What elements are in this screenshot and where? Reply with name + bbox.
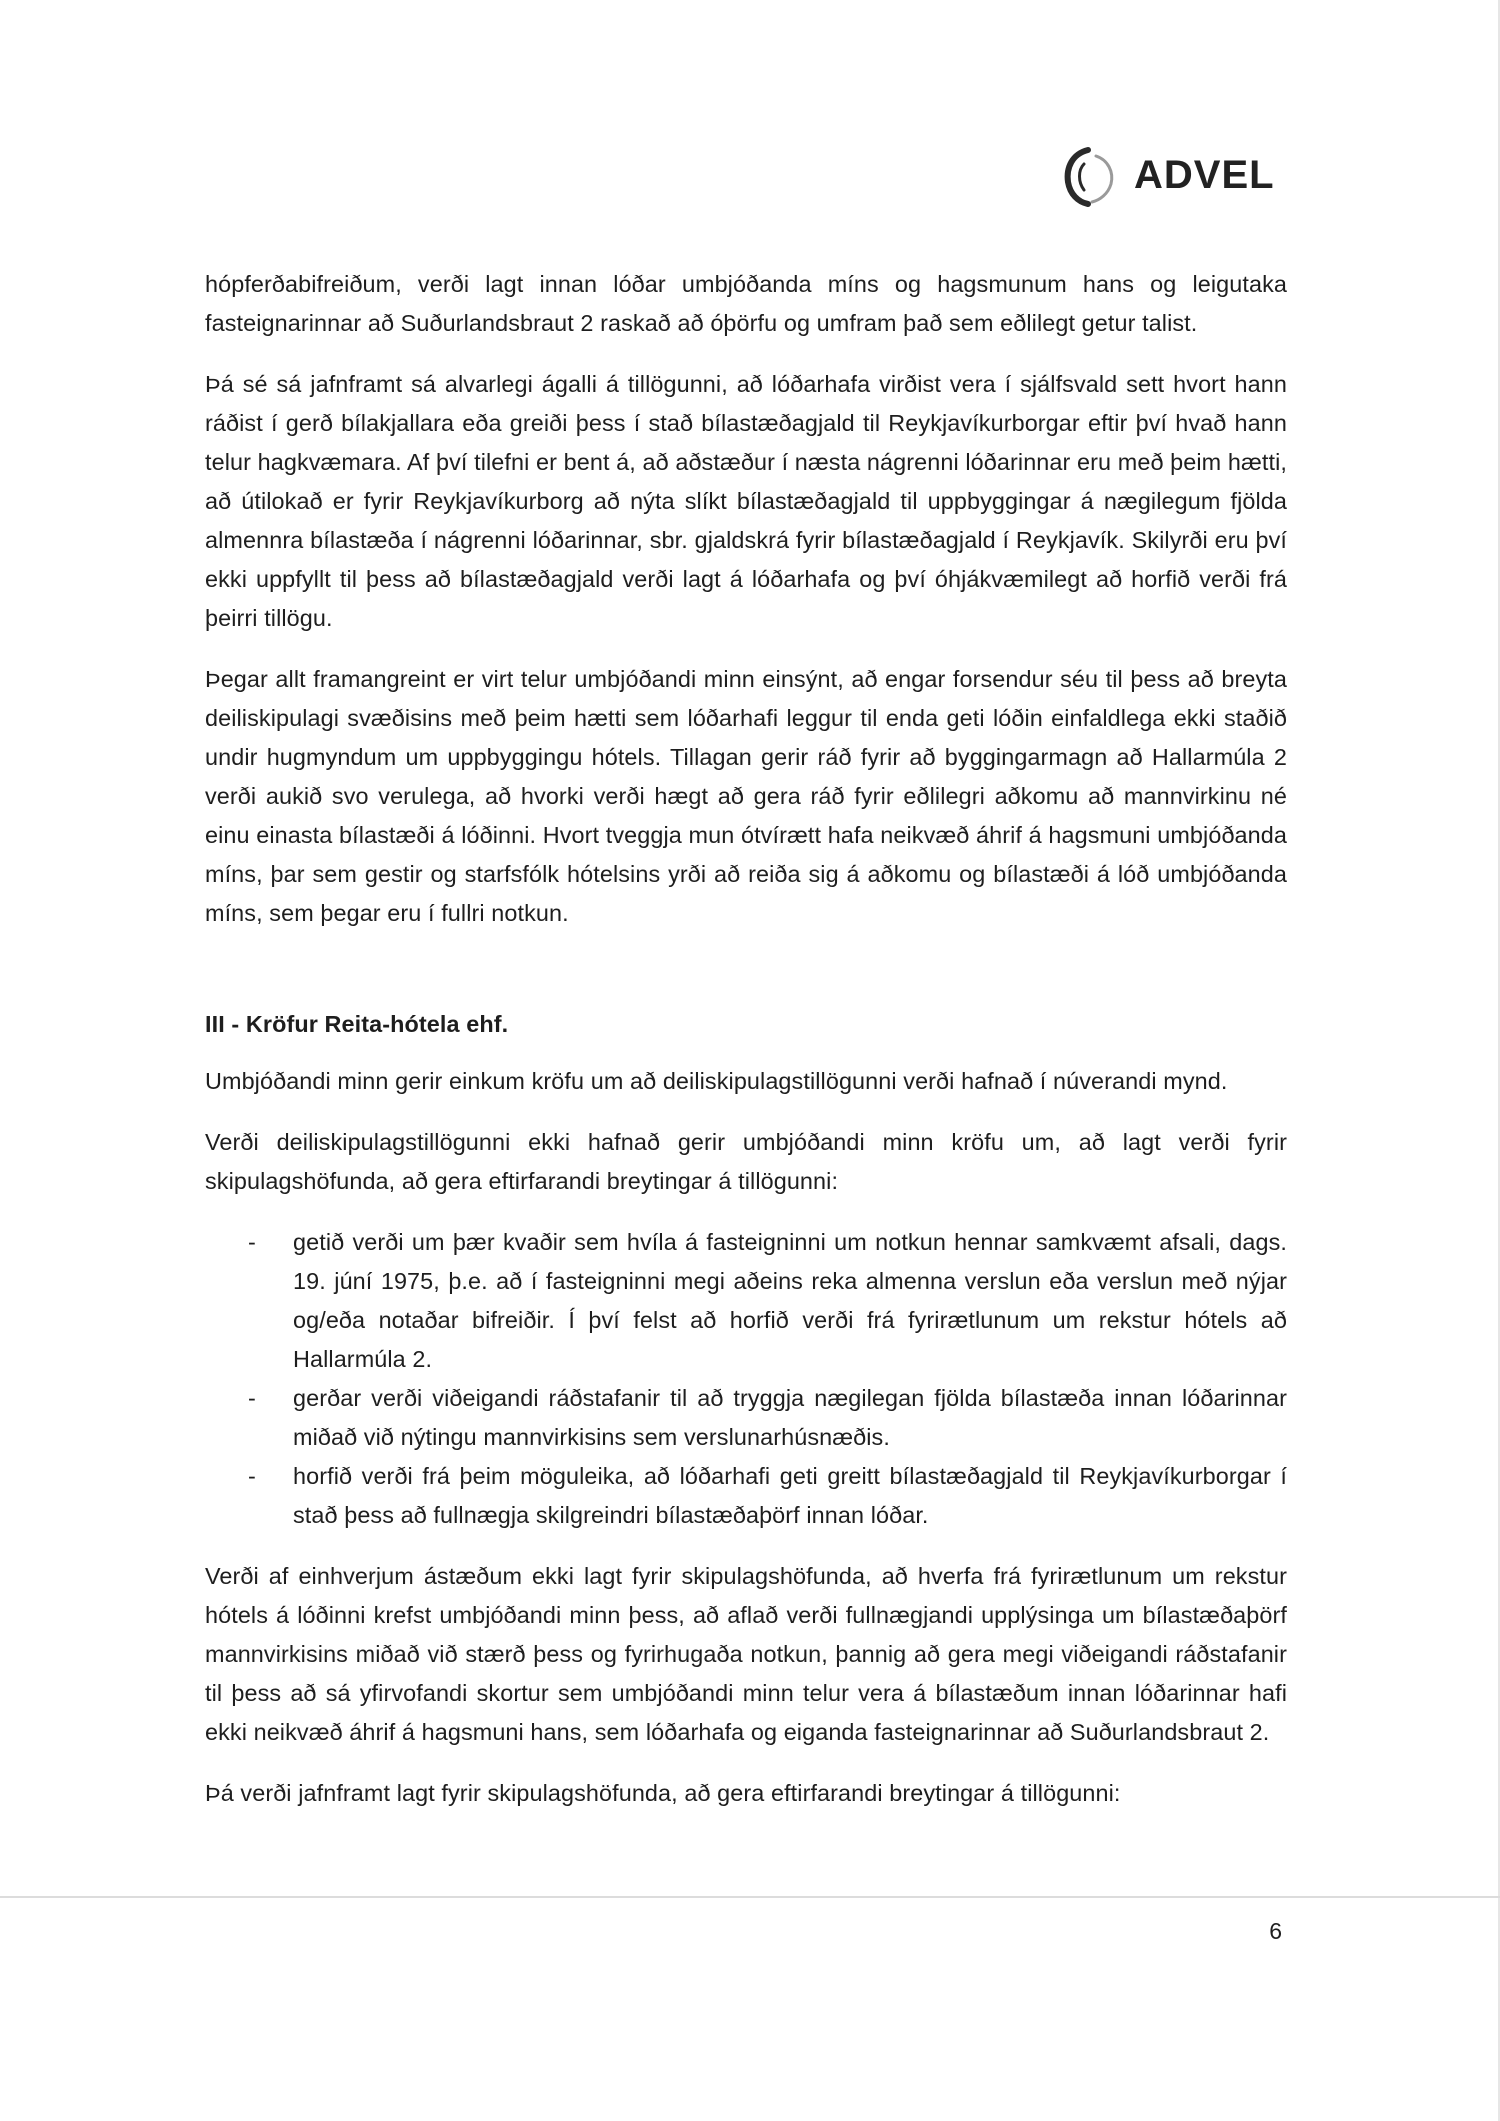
paragraph-4: Umbjóðandi minn gerir einkum kröfu um að deiliskipulagstillögunni verði hafnað í núverandi mynd. <box>205 1068 1228 1094</box>
list-item: - horfið verði frá þeim möguleika, að lóðarhafi geti greitt bílastæðagjald til Reykjavíkurborgar í stað þess að fullnægja skilgreindri bílastæðaþörf innan lóðar. <box>293 1457 1287 1535</box>
paragraph-5: Verði deiliskipulagstillögunni ekki hafnað gerir umbjóðandi minn kröfu um, að lagt verði fyrir skipulagshöfunda, að gera eftirfarandi breytingar á tillögunni: <box>205 1129 1287 1194</box>
paragraph-2: Þá sé sá jafnframt sá alvarlegi ágalli á tillögunni, að lóðarhafa virðist vera í sjálfsvald sett hvort hann ráðist í gerð bílakjallara eða greiði þess í stað bílastæðagjald til Reykjavíkurborgar eftir því hvað hann telur hagkvæmara. Af því tilefni er bent á, að aðstæður í næsta nágrenni lóðarinnar eru með þeim hætti, að útilokað er fyrir Reykjavíkurborg að nýta slíkt bílastæðagjald til uppbyggingar á nægilegum fjölda almennra bílastæða í nágrenni lóðarinnar, sbr. gjaldskrá fyrir bílastæðagjald í Reykjavík. Skilyrði eru því ekki uppfyllt til þess að bílastæðagjald verði lagt á lóðarhafa og því óhjákvæmilegt að horfið verði frá þeirri tillögu. <box>205 371 1287 631</box>
section-heading: III - Kröfur Reita-hótela ehf. <box>205 1011 509 1037</box>
paragraph-1: hópferðabifreiðum, verði lagt innan lóðar umbjóðanda míns og hagsmunum hans og leigutaka fasteignarinnar að Suðurlandsbraut 2 raskað að óþörfu og umfram það sem eðlilegt getur talist. <box>205 271 1287 336</box>
paragraph-7: Þá verði jafnframt lagt fyrir skipulagshöfunda, að gera eftirfarandi breytingar á tillögunni: <box>205 1780 1121 1806</box>
list-item: - getið verði um þær kvaðir sem hvíla á fasteigninni um notkun hennar samkvæmt afsali, dags. 19. júní 1975, þ.e. að í fasteigninni megi aðeins reka almenna verslun eða verslun með nýjar og/eða notaðar bifreiðir. Í því felst að horfið verði frá fyrirætlunum um rekstur hótels að Hallarmúla 2. <box>293 1223 1287 1379</box>
company-logo <box>1058 140 1275 210</box>
paragraph-3: Þegar allt framangreint er virt telur umbjóðandi minn einsýnt, að engar forsendur séu til þess að breyta deiliskipulagi svæðisins með þeim hætti sem lóðarhafi leggur til enda geti lóðin einfaldlega ekki staðið undir hugmyndum um uppbyggingu hótels. Tillagan gerir ráð fyrir að byggingarmagn að Hallarmúla 2 verði aukið svo verulega, að hvorki verði hægt að gera ráð fyrir eðlilegri aðkomu að mannvirkinu né einu einasta bílastæði á lóðinni. Hvort tveggja mun ótvírætt hafa neikvæð áhrif á hagsmuni umbjóðanda míns, þar sem gestir og starfsfólk hótelsins yrði að reiða sig á aðkomu og bílastæði á lóð umbjóðanda míns, sem þegar eru í fullri notkun. <box>205 666 1287 926</box>
paragraph-6: Verði af einhverjum ástæðum ekki lagt fyrir skipulagshöfunda, að hverfa frá fyrirætlunum um rekstur hótels á lóðinni krefst umbjóðandi minn þess, að aflað verði fullnægjandi upplýsinga um bílastæðaþörf mannvirkisins miðað við stærð þess og fyrirhugaða notkun, þannig að gera megi viðeigandi ráðstafanir til þess að sá yfirvofandi skortur sem umbjóðandi minn telur vera á bílastæðum innan lóðarinnar hafi ekki neikvæð áhrif á hagsmuni hans, sem lóðarhafa og eiganda fasteignarinnar að Suðurlandsbraut 2. <box>205 1563 1287 1745</box>
page-number: 6 <box>1269 1918 1282 1944</box>
logo-text: ADVEL <box>1134 152 1275 197</box>
list-item: - gerðar verði viðeigandi ráðstafanir til að tryggja nægilegan fjölda bílastæða innan lóðarinnar miðað við nýtingu mannvirkisins sem verslunarhúsnæðis. <box>293 1379 1287 1457</box>
document-body <box>205 265 1287 1835</box>
footer-divider <box>0 1896 1500 1898</box>
requirements-list <box>205 1223 1287 1535</box>
logo-mark-icon <box>1058 140 1128 210</box>
